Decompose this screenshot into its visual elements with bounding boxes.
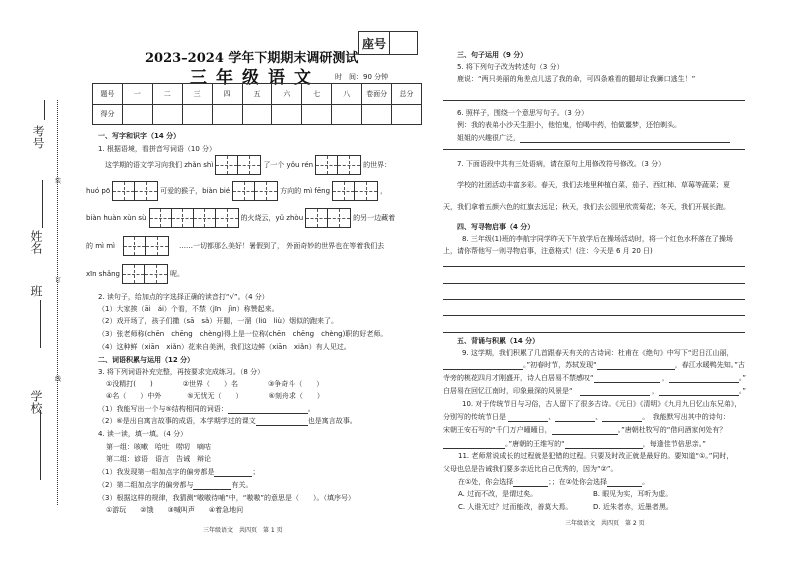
seat-number-box[interactable] [358,31,418,55]
q4-options: ①游玩 ②饿 ③喊叫声 ④着急地问 [106,506,244,514]
q2-item[interactable]: （1）大家挨（āi ái）个看，不禁（jīn jìn）称赞起来。 [98,305,279,313]
char-box[interactable] [305,208,351,228]
binding-char: 线 [55,376,62,383]
text: ……一切都那么美好！暑假到了， 外面奇妙的世界也在等着我们去 [178,242,385,250]
score-header: 七 [302,84,332,105]
question-9: 9. 这学期，我们积累了几首跟春天有关的古诗词：杜甫在《绝句》中写下“迟日江山丽， [462,349,734,357]
section-5-heading: 五、背诵与积累（14 分） [457,337,540,345]
question-8: 8. 三年级(1)班的李航宇同学昨天下午放学后在操场活动时，将一个红色水杯落在了操场 [462,235,733,243]
score-cell[interactable] [362,104,392,125]
text: 姐姐的兴趣很广泛， [457,134,520,142]
score-cell[interactable] [392,104,422,125]
text: （1）我能写出一个与⑤结构相同的词语： [98,405,228,413]
q9-line-4: 白居易在回忆江南时，印象最深的风景是“ ， 。” [443,387,747,395]
answer-blank[interactable] [508,414,548,422]
answer-line[interactable] [443,332,745,333]
answer-blank[interactable] [602,414,642,422]
page-footer: 三年级语文 共四页 第 1 页 [203,527,283,534]
text: 白居易在回忆江南时，印象最深的风景是“ [443,387,573,395]
score-cell[interactable] [182,104,212,125]
text: （2）第二组加点字的偏旁都与 [98,481,194,489]
text: 呢。 [170,270,185,278]
score-header: 六 [272,84,302,105]
text: xīn shǎng [86,270,121,278]
q1-line-2 [86,181,387,201]
answer-blank[interactable] [228,406,308,414]
q3-row-1 [106,379,406,389]
q4-group-1: 第一组：咳嗽 哈吐 唠叨 嘀咕 [106,443,211,451]
option-a: A. 过而不改，是谓过矣。 [458,490,538,498]
answer-blank[interactable] [659,388,739,396]
answer-blank[interactable] [513,479,548,487]
text: 。”初春时节，苏轼发现“ [523,361,597,369]
question-1: 1. 根据语境，看拼音写词语（10 分） [98,145,217,153]
text: biàn huàn xùn sù [86,214,147,222]
question-11-cont: 父母也总是告诫我们要多亲近比自己优秀的，因为“②”。 [443,465,618,473]
text: ， [380,187,388,195]
char-box[interactable] [315,155,361,175]
section-2-heading: 二、词语积累与运用（12 分） [98,356,195,364]
q3-sub-1: （1）我能写出一个与⑤结构相同的词语： 。 [98,405,315,413]
answer-blank[interactable] [607,479,642,487]
idiom-item[interactable]: ⑤无忧无（ ） [187,392,243,400]
score-header: 二 [152,84,182,105]
char-box[interactable] [232,181,278,201]
class-label: 班 [29,285,43,297]
answer-line[interactable] [443,299,745,300]
score-cell[interactable] [122,104,152,125]
q10-line-2: 分别写的传统节日是 、 、 。 我能默写出其中的诗句： [443,413,730,421]
char-box[interactable] [332,181,378,201]
score-header: 题号 [93,84,123,105]
char-box[interactable] [149,208,239,228]
question-3: 3. 将下列词语补充完整，再按要求完成练习。（8 分） [98,368,265,376]
idiom-item[interactable]: ②世界（ ）名 [182,380,239,388]
option-b: B. 眼见为实，耳听为虚。 [593,490,673,498]
q4-sub-1: （1）我发现第一组加点字的偏旁都是 ； [98,468,260,476]
score-header: 四 [212,84,242,105]
score-header: 三 [182,84,212,105]
score-cell[interactable] [332,104,362,125]
answer-line[interactable] [443,266,745,267]
text: 寺旁的桃花四月才刚盛开，诗人白居易不禁感叹“ [443,374,594,382]
option-d: D. 近朱者赤，近墨者黑。 [593,503,673,511]
idiom-item[interactable]: ③争奇斗（ ） [268,380,324,388]
answer-blank[interactable] [669,375,739,383]
q6-start [457,133,730,143]
binding-char: 订 [55,277,62,284]
question-8-cont: 上，请你帮他写一则寻物启事，注意格式！(注：今天是 6 月 20 日) [443,247,653,255]
answer-blank[interactable] [256,418,308,426]
text: 可爱的猴子，biàn bié [160,187,231,195]
text: ，春江水暖鸭先知。”古 [674,361,745,369]
exam-title: 2023–2024 学年下期期末调研测试 [145,51,359,66]
question-4: 4. 读一读，填一填。（4 分） [98,430,188,438]
score-cell[interactable] [272,104,302,125]
q4-group-2: 第二组：谚语 语言 告诫 辩论 [106,455,211,463]
page-footer: 三年级语文 共四页 第 2 页 [565,520,645,527]
q1-line-4 [86,236,384,256]
text: 的世界： [363,161,392,169]
char-box[interactable] [112,181,158,201]
exam-time: 时 间：90 分钟 [335,73,389,81]
q9-line-3: 寺旁的桃花四月才刚盛开，诗人白居易不禁感叹“ ， 。” [443,374,747,382]
score-cell[interactable] [212,104,242,125]
text: 了一个 yǒu rén [263,161,314,169]
char-box[interactable] [122,264,168,284]
text: 的 mì mì [86,242,115,250]
q2-item[interactable]: （3）张老师称(chēn chēng chèng)得上是一位称(chēn chēng chèng)职的好老师。 [98,330,388,338]
name-blank[interactable] [42,180,43,228]
idiom-item[interactable]: ⑥刻舟求（ ） [268,392,324,400]
text: ，每逢佳节倍思亲。” [642,440,706,448]
score-cell[interactable] [302,104,332,125]
option-c: C. 人谁无过？过而能改，善莫大焉。 [458,503,573,511]
text: 的另一边藏着 [353,214,396,222]
answer-line[interactable] [443,100,745,101]
q9-line-2 [443,360,745,370]
char-box[interactable] [215,155,261,175]
school-label: 学校 [29,390,43,414]
answer-blank[interactable] [552,427,618,435]
q6-example: 例：我的表弟小沙天生胆小，他怕鬼，怕喝中药，怕做噩梦，还怕剃头。 [457,121,681,129]
text: 这学期的语文学习向我们 zhǎn shì [105,161,214,169]
q2-item[interactable]: （2）戏开场了，孩子们撒（sā sǎ）开腿，一溜（liū liù）烟似的跑来了。 [98,317,338,325]
text: 分别写的传统节日是 [443,413,506,421]
q7-paragraph-2[interactable]: 天，我们拿着五颜六色的红旗去远足；秋天，我们去公园里欣赏菊花；冬天，我们开展长跑。 [443,203,730,211]
question-2: 2. 读句子，给加点的字选择正确的读音打“√”。（4 分） [98,293,269,301]
answer-blank[interactable] [597,362,675,370]
binding-char: 装 [55,178,62,185]
text: 也是寓言故事。 [307,417,357,425]
answer-line[interactable] [443,283,745,284]
question-6: 6. 照样子，围绕一个意思写句子。（3 分） [457,109,589,117]
q2-item[interactable]: （4）这种鲜（xiān xiǎn）花来自美洲，我们这边鲜（xiān xiǎn）有人见过。 [98,343,351,351]
text: huó pō [86,187,111,195]
exam-no-label: 考号 [31,125,45,149]
q7-paragraph-1[interactable]: 学校的社团活动丰富多彩。春天，我们去地里种植白菜、茄子、西红柿、草莓等蔬菜；夏 [457,181,730,189]
school-blank[interactable] [40,410,41,480]
q1-line-1 [105,155,391,175]
seat-label: 座号 [359,32,390,54]
answer-blank[interactable] [594,375,660,383]
text: 宋朝王安石写的“千门万户曈曈日， [443,426,552,434]
answer-blank[interactable] [443,441,505,449]
idiom-item[interactable]: ④名（ ）中外 [106,392,162,400]
text: （1）我发现第一组加点字的偏旁都是 [98,468,215,476]
text: ；在②处你会选择 [551,478,608,486]
score-header: 五 [242,84,272,105]
score-header: 卷面分 [362,84,392,105]
question-11: 11. 老师常说成长的过程就是犯错的过程。只要及时改正就是最好的。要知道“①。”同时， [458,452,734,460]
question-7: 7. 下面语段中共有三处语病，请在原句上用修改符号修改。（3 分） [457,160,666,168]
q4-sub-3: （3）根据这样的规律，我猜测“嗷嗷待哺”中，“嗷嗷”的意思是（ ）。（填序号） [98,494,355,502]
q1-line-3 [86,208,395,228]
exam-subtitle: 三年级语文 [190,68,320,88]
q10-line-4 [443,439,706,449]
answer-blank[interactable] [565,441,643,449]
answer-blank[interactable] [214,469,252,477]
q4-sub-2 [98,480,252,490]
q10-line-3 [443,425,726,435]
q1-line-5 [86,264,184,284]
section-4-heading: 四、写寻物启事（4 分） [457,223,535,231]
char-box[interactable] [123,236,169,256]
answer-blank[interactable] [193,482,231,490]
question-10: 10. 对于传统节日与习俗，古人留下了很多古诗。《元日》《清明》《九月九日忆山东兄弟》， [462,400,742,408]
answer-blank[interactable] [555,414,595,422]
binding-line [57,100,58,505]
answer-line[interactable] [443,149,745,150]
text: 在①处，你会选择 [458,478,514,486]
answer-blank[interactable] [443,362,523,370]
text: 有关。 [231,481,253,489]
text: 。”唐朝的王维写的“ [505,440,565,448]
text: 的火烧云，yǔ zhòu [240,214,304,222]
q11-choice-line: 在①处，你会选择 ；；在②处你会选择 。 [458,478,650,486]
name-label: 姓名 [29,230,43,254]
text: 方向的 mì fēng [280,187,331,195]
class-blank[interactable] [40,300,41,348]
section-1-heading: 一、写字和识字（14 分） [98,132,181,140]
score-cell[interactable] [152,104,182,125]
score-table [92,83,422,125]
score-row-label: 得分 [93,104,123,125]
text: 。 我能默写出其中的诗句： [642,413,730,421]
answer-line[interactable] [443,315,745,316]
score-cell[interactable] [242,104,272,125]
text: 。”唐朝杜牧写的“借问酒家何处有？ [617,426,727,434]
score-header: 八 [332,84,362,105]
q3-sub-2 [98,416,357,426]
q3-row-2 [106,391,406,401]
answer-blank[interactable] [580,388,650,396]
q5-text: 鹿说：“两只美丽的角差点儿送了我的命，可四条难看的腿却让我狮口逃生！” [457,75,696,83]
answer-blank[interactable] [520,135,730,143]
score-header: 总分 [392,84,422,105]
exam-no-blank[interactable] [44,100,45,120]
text: （2）⑥是出自寓言故事的成语，本学期学过的课文 [98,417,256,425]
section-3-heading: 三、句子运用（9 分） [457,51,528,59]
idiom-item[interactable]: ①没精打( ) [106,380,153,388]
question-5: 5. 将下列句子改为转述句（3 分） [457,63,564,71]
score-header: 一 [122,84,152,105]
